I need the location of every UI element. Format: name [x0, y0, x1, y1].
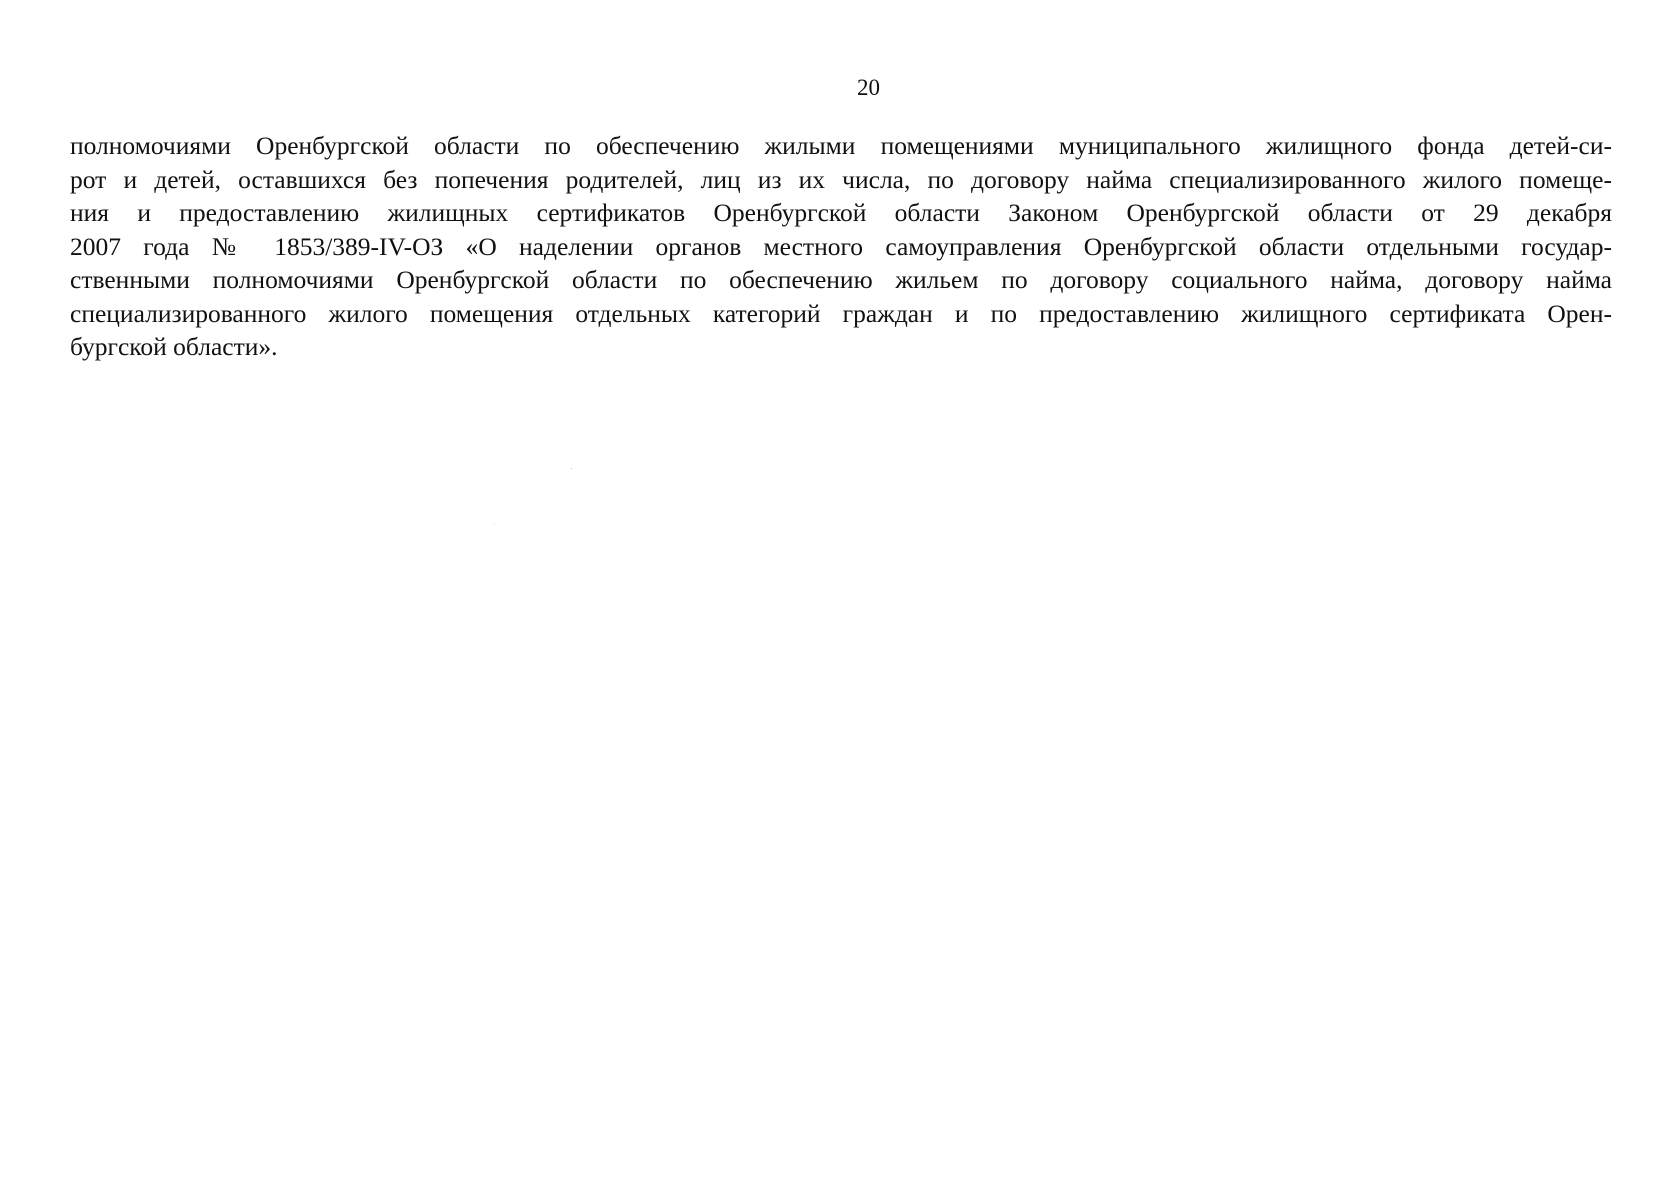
text-line-6: специализированного жилого помещения отдельных категорий граждан и по предоставлению жилищного сертификата Орен-	[70, 298, 1612, 328]
body-paragraph	[70, 129, 1612, 364]
scan-speck	[494, 524, 495, 525]
text-line-3: ния и предоставлению жилищных сертификатов Оренбургской области Законом Оренбургской области от 29 декабря	[70, 198, 1612, 227]
text-line-4: 2007 года № 1853/389-IV-ОЗ «О наделении органов местного самоуправления Оренбургской области отдельными государ-	[70, 231, 1612, 261]
scan-speck	[571, 468, 572, 469]
page-number: 20	[857, 75, 880, 100]
text-line-7: бургской области».	[70, 332, 278, 361]
text-line-1: полномочиями Оренбургской области по обеспечению жилыми помещениями муниципального жилищного фонда детей-си-	[70, 131, 1612, 160]
text-line-5: ственными полномочиями Оренбургской области по обеспечению жильем по договору социального найма, договору найма	[70, 265, 1612, 294]
text-line-2: рот и детей, оставшихся без попечения родителей, лиц из их числа, по договору найма специализированного жилого помеще-	[70, 164, 1612, 194]
